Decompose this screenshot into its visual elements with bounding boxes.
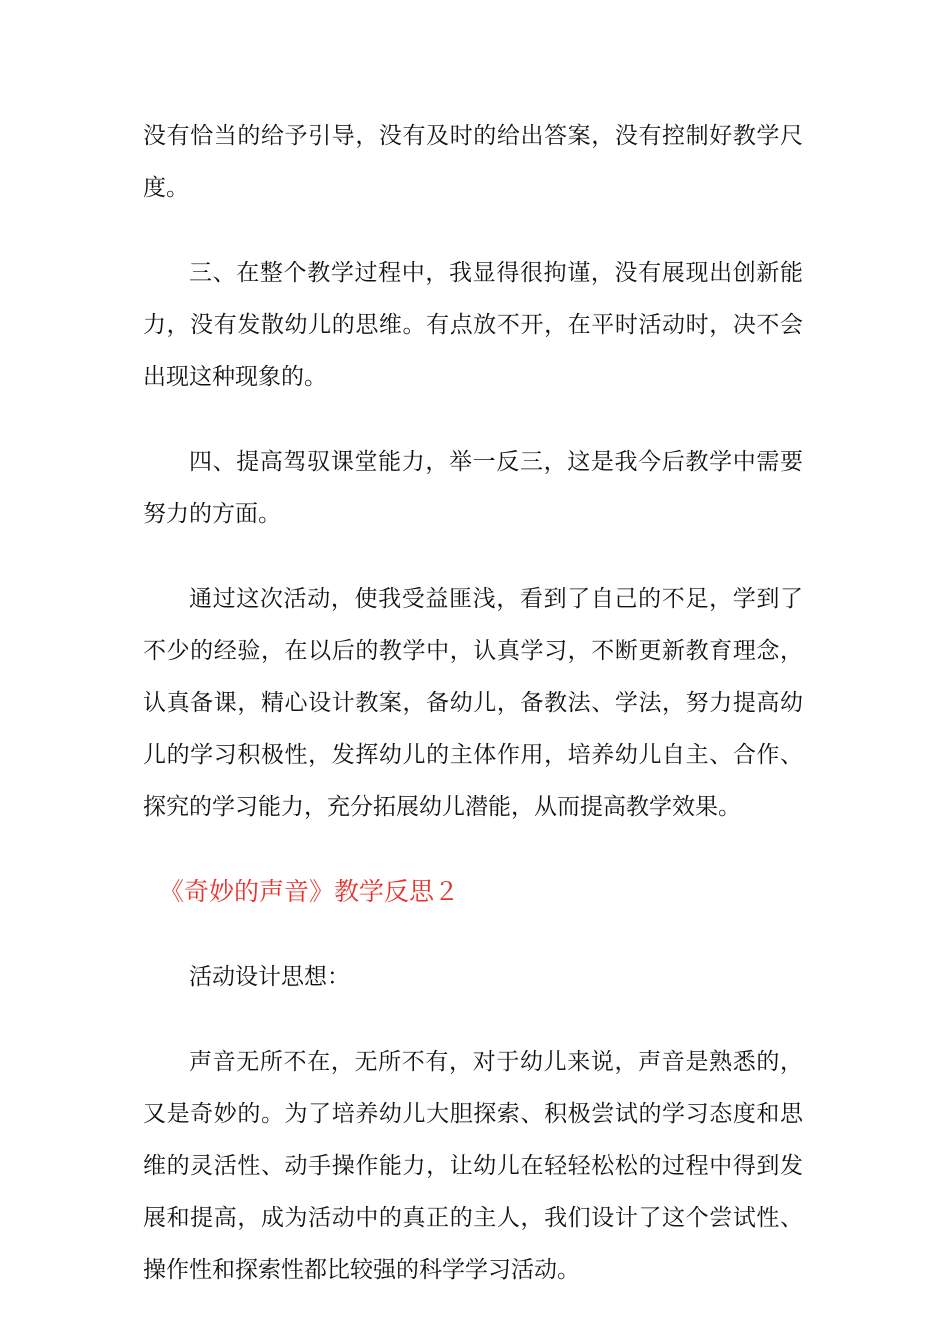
paragraph-point-three: 三、在整个教学过程中，我显得很拘谨，没有展现出创新能力，没有发散幼儿的思维。有点放不开，在平时活动时，决不会出现这种现象的。 [143,260,803,390]
document-page [143,110,803,1329]
section-heading: 《奇妙的声音》教学反思２ [159,877,460,906]
paragraph-point-four: 四、提高驾驭课堂能力，举一反三，这是我今后教学中需要努力的方面。 [143,449,803,527]
paragraph-design-idea: 声音无所不在，无所不有，对于幼儿来说，声音是熟悉的，又是奇妙的。为了培养幼儿大胆探索、积极尝试的学习态度和思维的灵活性、动手操作能力，让幼儿在轻轻松松的过程中得到发展和提高，成为活动中的真正的主人，我们设计了这个尝试性、操作性和探索性都比较强的科学学习活动。 [143,1049,803,1283]
paragraph-design-idea-label: 活动设计思想： [189,964,350,990]
paragraph-summary: 通过这次活动，使我受益匪浅，看到了自己的不足，学到了不少的经验，在以后的教学中，认真学习，不断更新教育理念，认真备课，精心设计教案，备幼儿，备教法、学法，努力提高幼儿的学习积极性，发挥幼儿的主体作用，培养幼儿自主、合作、探究的学习能力，充分拓展幼儿潜能，从而提高教学效果。 [143,586,803,820]
paragraph-continuation: 没有恰当的给予引导，没有及时的给出答案，没有控制好教学尺度。 [143,123,803,201]
